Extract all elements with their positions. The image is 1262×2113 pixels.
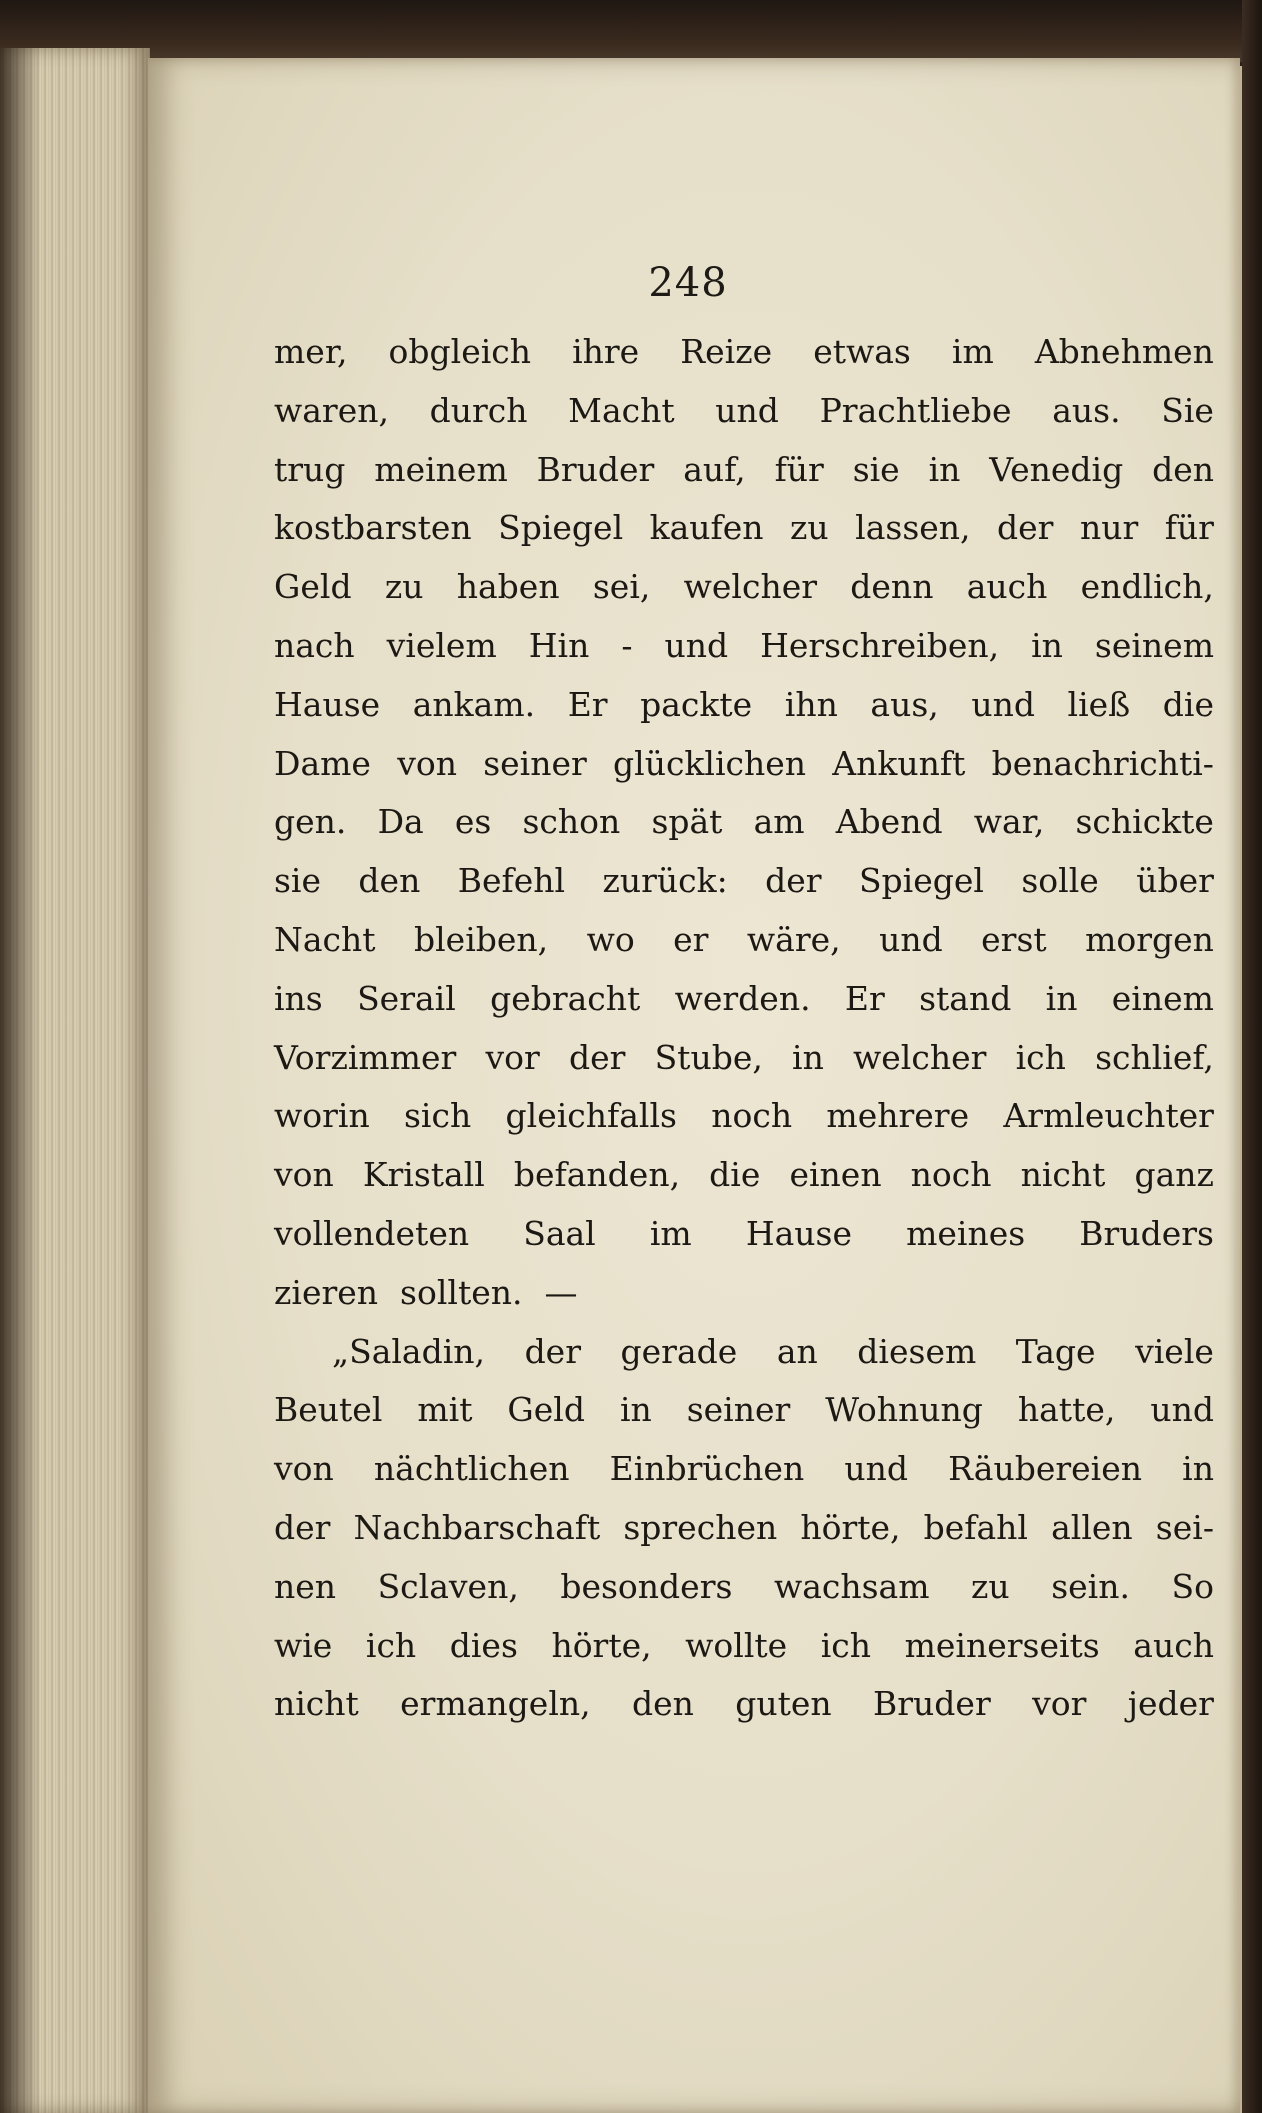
word: vor: [485, 1037, 540, 1077]
word: sich: [404, 1096, 472, 1136]
word: Räubereien: [948, 1449, 1142, 1489]
word: ankam.: [412, 684, 536, 724]
word: Abend: [835, 802, 943, 842]
word: zu: [971, 1566, 1010, 1606]
word: mit: [417, 1390, 473, 1430]
word: sein.: [1051, 1566, 1130, 1606]
text-line: [274, 676, 1214, 735]
word: Bruders: [1079, 1213, 1214, 1253]
word: Armleuchter: [1003, 1096, 1214, 1136]
book-page: [148, 58, 1240, 2113]
word: solle: [1021, 861, 1099, 901]
word: Spiegel: [498, 508, 624, 548]
word: sie: [274, 861, 322, 901]
text-line: [274, 1499, 1214, 1558]
word: hatte,: [1017, 1390, 1116, 1430]
word: Reize: [680, 332, 773, 371]
text-line: [274, 1381, 1214, 1440]
word: Serail: [357, 978, 456, 1018]
word: nicht: [1020, 1155, 1106, 1195]
word: vor: [1032, 1684, 1087, 1724]
word: Da: [377, 802, 424, 842]
word: den: [1152, 449, 1214, 489]
word: und: [715, 390, 779, 430]
word: zieren: [274, 1272, 379, 1312]
word: schlief,: [1095, 1037, 1214, 1077]
word: bleiben,: [413, 919, 549, 959]
word: für: [1164, 508, 1214, 548]
word: Prachtliebe: [819, 390, 1012, 430]
text-line: [274, 735, 1214, 794]
word: wollte: [685, 1625, 788, 1665]
word: nen: [274, 1566, 337, 1606]
word: Sie: [1161, 390, 1214, 430]
word: in: [1031, 625, 1063, 665]
word: diesem: [857, 1331, 977, 1371]
word: viele: [1135, 1331, 1214, 1371]
word: gen.: [274, 802, 347, 842]
word: in: [619, 1390, 652, 1430]
word: meinem: [374, 449, 508, 489]
word: erst: [981, 919, 1047, 959]
word: von: [274, 1155, 334, 1195]
text-line: [274, 1087, 1214, 1146]
word: Stube,: [654, 1037, 763, 1077]
word: den: [631, 1684, 694, 1724]
word: nächtlichen: [373, 1449, 570, 1489]
word: zu: [790, 508, 829, 548]
word: aus.: [1052, 390, 1121, 430]
word: jeder: [1127, 1684, 1214, 1724]
word: hörte,: [800, 1507, 901, 1547]
word: noch: [711, 1096, 793, 1136]
word: der: [997, 508, 1054, 548]
word: und: [844, 1449, 909, 1489]
word: ihre: [572, 332, 640, 371]
word: Dame: [274, 743, 371, 783]
text-line: [274, 441, 1214, 500]
word: in: [792, 1037, 824, 1077]
word: in: [1182, 1449, 1214, 1489]
word: noch: [910, 1155, 992, 1195]
word: durch: [429, 390, 528, 430]
word: über: [1136, 861, 1214, 901]
word: Tage: [1015, 1331, 1096, 1371]
word: Geld: [274, 567, 352, 607]
word: Venedig: [989, 449, 1124, 489]
word: Einbrüchen: [609, 1449, 805, 1489]
word: denn: [850, 567, 934, 607]
word: gerade: [620, 1331, 738, 1371]
word: vollendeten: [274, 1213, 470, 1253]
word: im: [951, 332, 994, 371]
word: lassen,: [855, 508, 971, 548]
word: zu: [384, 567, 424, 607]
word: er: [673, 919, 709, 959]
word: trug: [274, 449, 346, 489]
word: ich: [365, 1625, 417, 1665]
text-line-paragraph-start: [274, 1323, 1214, 1382]
text-line: [274, 558, 1214, 617]
word: von: [274, 1449, 334, 1489]
word: einem: [1111, 978, 1214, 1018]
word: meinerseits: [904, 1625, 1100, 1665]
body-text: [274, 323, 1214, 1734]
word: und: [1150, 1390, 1214, 1430]
word: Wohnung: [825, 1390, 983, 1430]
word: in: [1045, 978, 1078, 1018]
word: -: [621, 625, 633, 665]
word: kaufen: [649, 508, 764, 548]
word: allen: [1051, 1507, 1133, 1547]
word: Hin: [528, 625, 590, 665]
word: an: [776, 1331, 818, 1371]
word: am: [753, 802, 805, 842]
word: Nacht: [274, 919, 376, 959]
word: Kristall: [362, 1155, 485, 1195]
word: meines: [906, 1213, 1026, 1253]
text-line: [274, 852, 1214, 911]
text-line: [274, 911, 1214, 970]
word: Ankunft: [832, 743, 966, 783]
word: sollten.: [400, 1272, 523, 1312]
page-stack-shadow: [0, 48, 40, 2113]
text-line: [274, 1029, 1214, 1088]
word: wo: [586, 919, 635, 959]
word: auch: [966, 567, 1048, 607]
word: Hause: [745, 1213, 852, 1253]
word: sei,: [592, 567, 651, 607]
word: benachrichti-: [991, 743, 1214, 783]
word: Bruder: [873, 1684, 991, 1724]
word: haben: [456, 567, 560, 607]
word: So: [1171, 1566, 1214, 1606]
word: ins: [274, 978, 323, 1018]
word: guten: [735, 1684, 832, 1724]
word: für: [774, 449, 824, 489]
book-cover-edge-right: [1242, 0, 1262, 2113]
word: befahl: [923, 1507, 1028, 1547]
text-line: [274, 1675, 1214, 1734]
word: Hause: [274, 684, 381, 724]
word: welcher: [853, 1037, 987, 1077]
word: endlich,: [1080, 567, 1214, 607]
word: stand: [919, 978, 1012, 1018]
word: Spiegel: [858, 861, 984, 901]
page-number-text: 248: [648, 260, 728, 306]
word: nicht: [274, 1684, 359, 1724]
word: dies: [449, 1625, 518, 1665]
word: die: [1162, 684, 1214, 724]
word: seinem: [1094, 625, 1214, 665]
word: sprechen: [623, 1507, 778, 1547]
word: Bruder: [536, 449, 655, 489]
word: Vorzimmer: [274, 1037, 457, 1077]
word: besonders: [560, 1566, 733, 1606]
word: seiner: [686, 1390, 791, 1430]
word: befanden,: [513, 1155, 681, 1195]
text-line: [274, 1558, 1214, 1617]
word: Beutel: [274, 1390, 383, 1430]
word: etwas: [813, 332, 911, 371]
word: von: [397, 743, 457, 783]
text-line: [274, 1205, 1214, 1264]
word: seiner: [483, 743, 587, 783]
word: ich: [1015, 1037, 1066, 1077]
word: Herschreiben,: [760, 625, 1000, 665]
word: werden.: [674, 978, 811, 1018]
word: im: [649, 1213, 692, 1253]
word: Abnehmen: [1034, 332, 1214, 371]
text-line-paragraph-end: [274, 1264, 1214, 1323]
word: Nachbarschaft: [353, 1507, 601, 1547]
word: welcher: [683, 567, 818, 607]
word: Macht: [568, 390, 675, 430]
page-number: [148, 260, 1240, 306]
word: mehrere: [826, 1096, 970, 1136]
word: kostbarsten: [274, 508, 472, 548]
word: in: [928, 449, 961, 489]
text-line: [274, 499, 1214, 558]
word: wie: [274, 1625, 333, 1665]
word: —: [544, 1272, 578, 1312]
word: worin: [274, 1096, 370, 1136]
book-cover-edge-top: [0, 0, 1262, 62]
word: sie: [852, 449, 900, 489]
word: spät: [651, 802, 723, 842]
word: Er: [844, 978, 885, 1018]
word: „Saladin,: [332, 1331, 486, 1371]
word: obgleich: [388, 332, 532, 371]
word: auch: [1133, 1625, 1214, 1665]
word: der: [274, 1507, 331, 1547]
word: die: [709, 1155, 761, 1195]
word: ihn: [784, 684, 838, 724]
word: der: [524, 1331, 581, 1371]
text-line: [274, 970, 1214, 1029]
text-line: [274, 1617, 1214, 1676]
word: waren,: [274, 390, 389, 430]
word: wachsam: [773, 1566, 930, 1606]
word: wäre,: [746, 919, 841, 959]
word: war,: [973, 802, 1045, 842]
word: hörte,: [551, 1625, 652, 1665]
word: den: [358, 861, 421, 901]
word: ganz: [1134, 1155, 1214, 1195]
word: der: [568, 1037, 626, 1077]
word: glücklichen: [613, 743, 807, 783]
word: vielem: [386, 625, 497, 665]
word: und: [879, 919, 943, 959]
text-line: [274, 1440, 1214, 1499]
word: nur: [1079, 508, 1139, 548]
word: Er: [567, 684, 608, 724]
word: packte: [640, 684, 753, 724]
word: gleichfalls: [505, 1096, 677, 1136]
word: zurück:: [602, 861, 728, 901]
word: Geld: [507, 1390, 585, 1430]
word: nach: [274, 625, 355, 665]
word: der: [765, 861, 822, 901]
word: morgen: [1085, 919, 1214, 959]
text-line: [274, 323, 1214, 382]
word: sei-: [1155, 1507, 1214, 1547]
word: Sclaven,: [377, 1566, 519, 1606]
word: ließ: [1067, 684, 1131, 724]
text-line: [274, 793, 1214, 852]
word: gebracht: [490, 978, 641, 1018]
word: Saal: [523, 1213, 596, 1253]
word: es: [454, 802, 492, 842]
word: schon: [522, 802, 621, 842]
word: Befehl: [457, 861, 566, 901]
text-line: [274, 1146, 1214, 1205]
word: einen: [789, 1155, 882, 1195]
word: ermangeln,: [400, 1684, 591, 1724]
text-line: [274, 617, 1214, 676]
word: aus,: [870, 684, 939, 724]
word: und: [971, 684, 1035, 724]
word: auf,: [683, 449, 746, 489]
word: und: [664, 625, 729, 665]
word: mer,: [274, 332, 348, 371]
text-line: [274, 382, 1214, 441]
word: ich: [820, 1625, 872, 1665]
word: schickte: [1075, 802, 1214, 842]
